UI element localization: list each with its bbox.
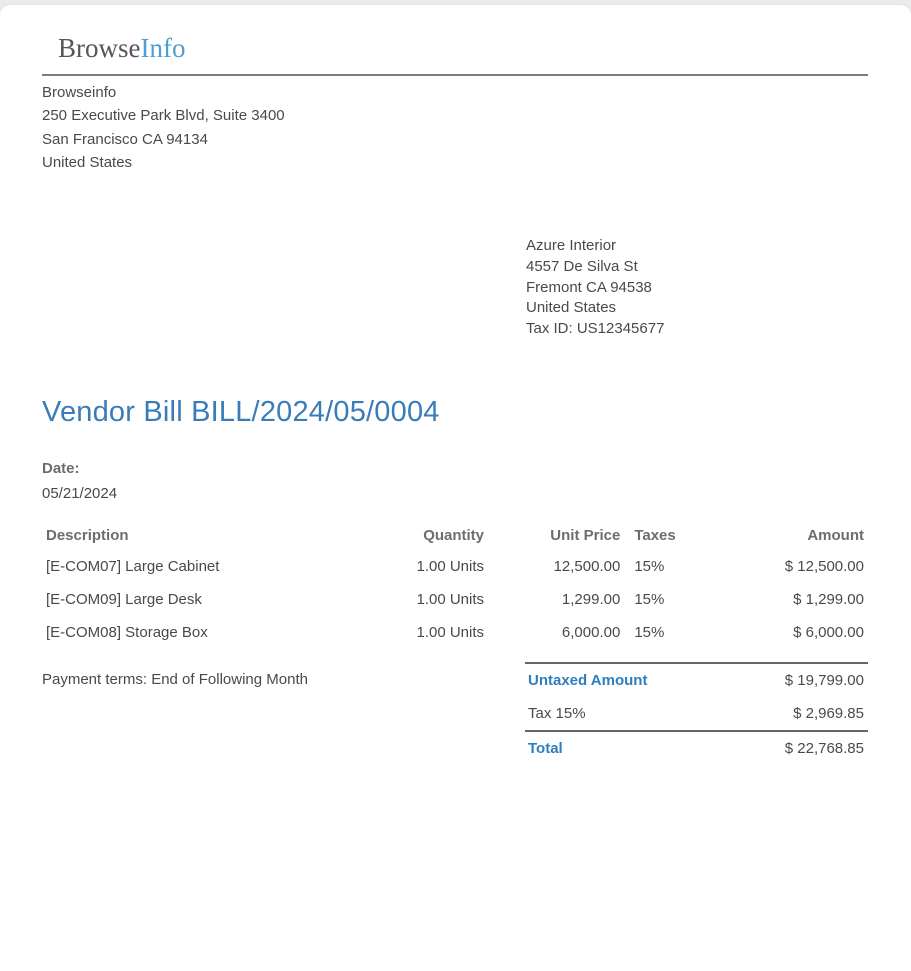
- line-quantity: 1.00 Units: [416, 591, 485, 609]
- line-amount: $ 1,299.00: [793, 591, 864, 609]
- line-unit-price: 6,000.00: [561, 624, 621, 642]
- date-label: Date:: [42, 460, 80, 478]
- column-header-taxes: Taxes: [634, 527, 676, 545]
- line-quantity: 1.00 Units: [416, 558, 485, 576]
- vendor-city: Fremont CA 94538: [526, 278, 652, 296]
- document-title: Vendor Bill BILL/2024/05/0004: [42, 396, 440, 429]
- bill-content: [0, 5, 911, 765]
- payment-terms: Payment terms: End of Following Month: [42, 671, 308, 689]
- line-description: [E-COM09] Large Desk: [46, 591, 202, 609]
- bill-document-page: [0, 5, 911, 971]
- tax-value: $ 2,969.85: [793, 705, 864, 723]
- column-header-quantity: Quantity: [423, 527, 485, 545]
- line-taxes: 15%: [634, 591, 665, 609]
- vendor-tax-id: Tax ID: US12345677: [526, 320, 665, 338]
- table-row: [42, 616, 868, 649]
- bottom-section: [42, 662, 868, 765]
- column-header-amount: Amount: [807, 527, 864, 545]
- tax-row: [525, 697, 868, 731]
- untaxed-amount-value: $ 19,799.00: [728, 663, 868, 697]
- vendor-street: 4557 De Silva St: [526, 257, 638, 275]
- sender-name: Browseinfo: [42, 83, 117, 101]
- line-unit-price: 12,500.00: [553, 558, 621, 576]
- total-value: $ 22,768.85: [728, 731, 868, 765]
- column-header-description: Description: [46, 527, 129, 545]
- totals-table: [525, 662, 868, 765]
- table-row: [42, 583, 868, 616]
- table-row: [42, 550, 868, 583]
- line-taxes: 15%: [634, 558, 665, 576]
- sender-country: United States: [42, 154, 133, 172]
- total-row: [525, 731, 868, 765]
- header-divider: [42, 74, 868, 76]
- tax-label: Tax 15%: [528, 705, 586, 723]
- untaxed-amount-row: [525, 663, 868, 697]
- line-quantity: 1.00 Units: [416, 624, 485, 642]
- line-unit-price: 1,299.00: [561, 591, 621, 609]
- line-taxes: 15%: [634, 624, 665, 642]
- column-header-unit-price: Unit Price: [550, 527, 621, 545]
- sender-city: San Francisco CA 94134: [42, 130, 208, 148]
- line-amount: $ 12,500.00: [784, 558, 864, 576]
- total-label: Total: [525, 731, 728, 765]
- date-block: [42, 460, 868, 502]
- line-amount: $ 6,000.00: [793, 624, 864, 642]
- company-logo: [58, 5, 868, 64]
- line-description: [E-COM07] Large Cabinet: [46, 558, 220, 576]
- sender-street: 250 Executive Park Blvd, Suite 3400: [42, 107, 285, 125]
- line-description: [E-COM08] Storage Box: [46, 624, 208, 642]
- logo-text-info: Info: [140, 33, 186, 63]
- invoice-lines-table: [42, 523, 868, 649]
- sender-address-block: [42, 81, 868, 175]
- vendor-address-block: [526, 236, 868, 340]
- vendor-country: United States: [526, 299, 617, 317]
- untaxed-amount-label: Untaxed Amount: [525, 663, 728, 697]
- logo-text-browse: Browse: [58, 33, 141, 63]
- date-value: 05/21/2024: [42, 485, 118, 503]
- vendor-name: Azure Interior: [526, 237, 617, 255]
- table-header-row: [42, 523, 868, 550]
